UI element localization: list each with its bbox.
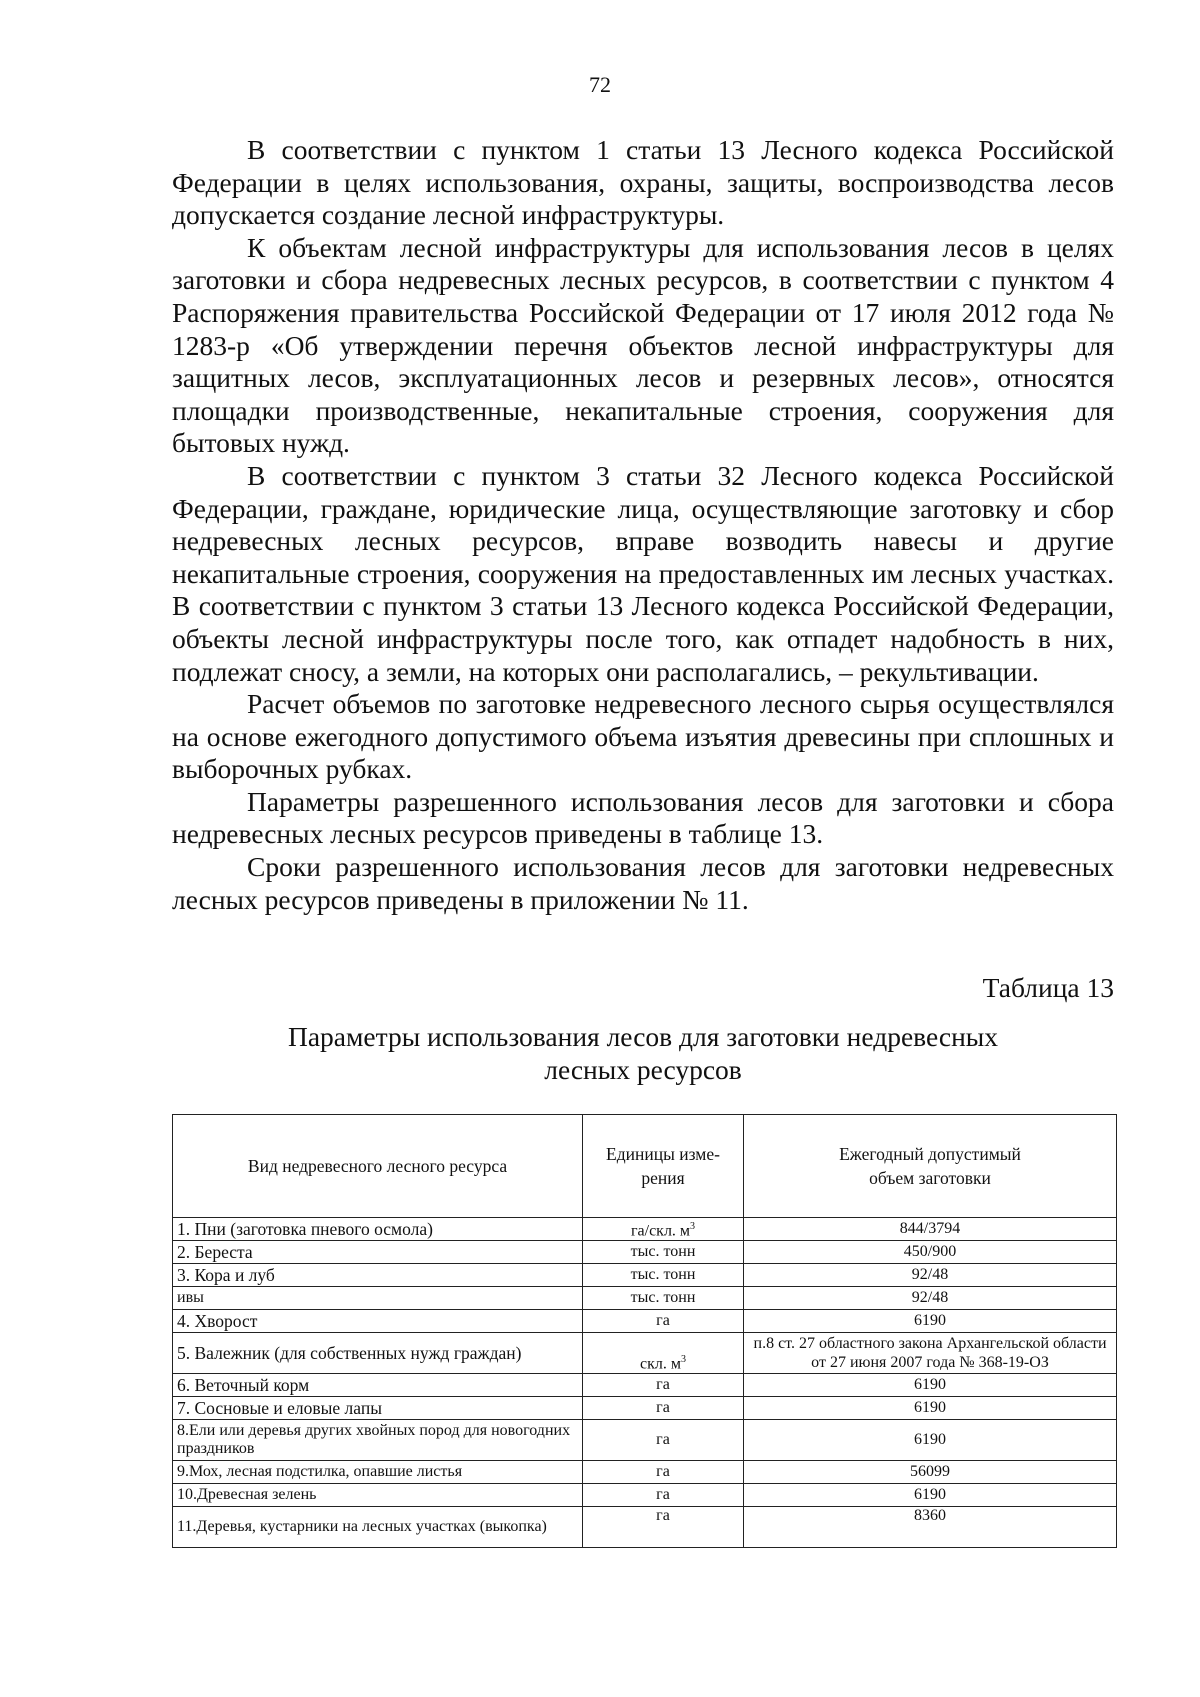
resource-name: 2. Береста [173, 1241, 583, 1264]
paragraph: Сроки разрешенного использования лесов для заготовки недревесных лесных ресурсов приведены в приложении № 11. [172, 851, 1114, 915]
resource-name: 5. Валежник (для собственных нужд граждан) [173, 1333, 583, 1374]
table-row [173, 1397, 1117, 1420]
paragraph: В соответствии с пунктом 3 статьи 32 Лесного кодекса Российской Федерации, граждане, юридические лица, осуществляющие заготовку и сбор недревесных лесных ресурсов, вправе возводить навесы и другие некапитальные строения, сооружения на предоставленных им лесных участках. В соответствии с пунктом 3 статьи 13 Лесного кодекса Российской Федерации, объекты лесной инфраструктуры после того, как отпадет надобность в них, подлежат сносу, а земли, на которых они располагались, – рекультивации. [172, 459, 1114, 687]
header-volume-line: Ежегодный допустимый [839, 1144, 1021, 1164]
volume-cell: п.8 ст. 27 областного закона Архангельской области от 27 июня 2007 года № 368-19-ОЗ [744, 1333, 1117, 1374]
volume-cell: 92/48 [744, 1264, 1117, 1287]
paragraph: В соответствии с пунктом 1 статьи 13 Лесного кодекса Российской Федерации в целях использования, охраны, защиты, воспроизводства лесов допускается создание лесной инфраструктуры. [172, 134, 1114, 231]
unit-cell: га [583, 1397, 744, 1420]
table-row [173, 1287, 1117, 1310]
volume-cell: 6190 [744, 1374, 1117, 1397]
table-row [173, 1484, 1117, 1507]
header-units-line: Единицы изме- [606, 1144, 720, 1164]
resource-name: 4. Хворост [173, 1310, 583, 1333]
unit-superscript: 3 [690, 1221, 696, 1232]
volume-cell: 844/3794 [744, 1218, 1117, 1241]
table-row [173, 1241, 1117, 1264]
unit-cell: тыс. тонн [583, 1264, 744, 1287]
table-row [173, 1461, 1117, 1484]
unit-cell: тыс. тонн [583, 1241, 744, 1264]
volume-cell: 6190 [744, 1397, 1117, 1420]
table-title [172, 1020, 1114, 1086]
volume-cell: 6190 [744, 1420, 1117, 1461]
resource-name: 9.Мох, лесная подстилка, опавшие листья [173, 1461, 583, 1484]
resource-name: 7. Сосновые и еловые лапы [173, 1397, 583, 1420]
unit-cell [583, 1333, 744, 1374]
table-row [173, 1374, 1117, 1397]
unit-cell: га [583, 1310, 744, 1333]
table-row [173, 1218, 1117, 1241]
resource-name: 6. Веточный корм [173, 1374, 583, 1397]
parameters-table [172, 1114, 1117, 1548]
unit-cell: га [583, 1374, 744, 1397]
volume-cell: 6190 [744, 1484, 1117, 1507]
table-title-line: лесных ресурсов [544, 1054, 742, 1085]
resource-name: ивы [173, 1287, 583, 1310]
table-label: Таблица 13 [982, 972, 1114, 1003]
volume-cell: 92/48 [744, 1287, 1117, 1310]
resource-name: 11.Деревья, кустарники на лесных участках (выкопка) [173, 1507, 583, 1548]
unit-cell: га [583, 1507, 744, 1548]
body-text [172, 134, 1114, 916]
table-row [173, 1420, 1117, 1461]
unit-cell: га [583, 1420, 744, 1461]
unit-cell [583, 1218, 744, 1241]
table-header-row [173, 1115, 1117, 1218]
table-row [173, 1333, 1117, 1374]
unit-cell: га [583, 1484, 744, 1507]
unit-text: га/скл. м [630, 1222, 691, 1240]
header-resource-type: Вид недревесного лесного ресурса [173, 1115, 583, 1218]
header-units-line: рения [641, 1168, 685, 1188]
resource-name: 1. Пни (заготовка пневого осмола) [173, 1218, 583, 1241]
resource-name: 3. Кора и луб [173, 1264, 583, 1287]
page-number: 72 [589, 72, 611, 97]
unit-superscript: 3 [680, 1354, 686, 1365]
paragraph: Расчет объемов по заготовке недревесного лесного сырья осуществлялся на основе ежегодного допустимого объема изъятия древесины при сплошных и выборочных рубках. [172, 688, 1114, 785]
table-title-line: Параметры использования лесов для заготовки недревесных [287, 1021, 999, 1052]
unit-text: скл. м [640, 1355, 681, 1373]
table-row [173, 1264, 1117, 1287]
header-units [583, 1115, 744, 1218]
table-row [173, 1507, 1117, 1548]
paragraph: Параметры разрешенного использования лесов для заготовки и сбора недревесных лесных ресурсов приведены в таблице 13. [172, 785, 1114, 850]
volume-cell: 6190 [744, 1310, 1117, 1333]
table-row [173, 1310, 1117, 1333]
volume-cell: 56099 [744, 1461, 1117, 1484]
header-volume-line: объем заготовки [869, 1168, 991, 1188]
header-annual-volume [744, 1115, 1117, 1218]
resource-name: 8.Ели или деревья других хвойных пород для новогодних праздников [173, 1420, 583, 1461]
unit-cell: га [583, 1461, 744, 1484]
paragraph: К объектам лесной инфраструктуры для использования лесов в целях заготовки и сбора недревесных лесных ресурсов, в соответствии с пунктом 4 Распоряжения правительства Российской Федерации от 17 июля 2012 года № 1283-р «Об утверждении перечня объектов лесной инфраструктуры для защитных лесов, эксплуатационных лесов и резервных лесов», относятся площадки производственные, некапитальные строения, сооружения для бытовых нужд. [172, 231, 1114, 459]
volume-cell: 450/900 [744, 1241, 1117, 1264]
resource-name: 10.Древесная зелень [173, 1484, 583, 1507]
unit-cell: тыс. тонн [583, 1287, 744, 1310]
volume-cell: 8360 [744, 1507, 1117, 1548]
